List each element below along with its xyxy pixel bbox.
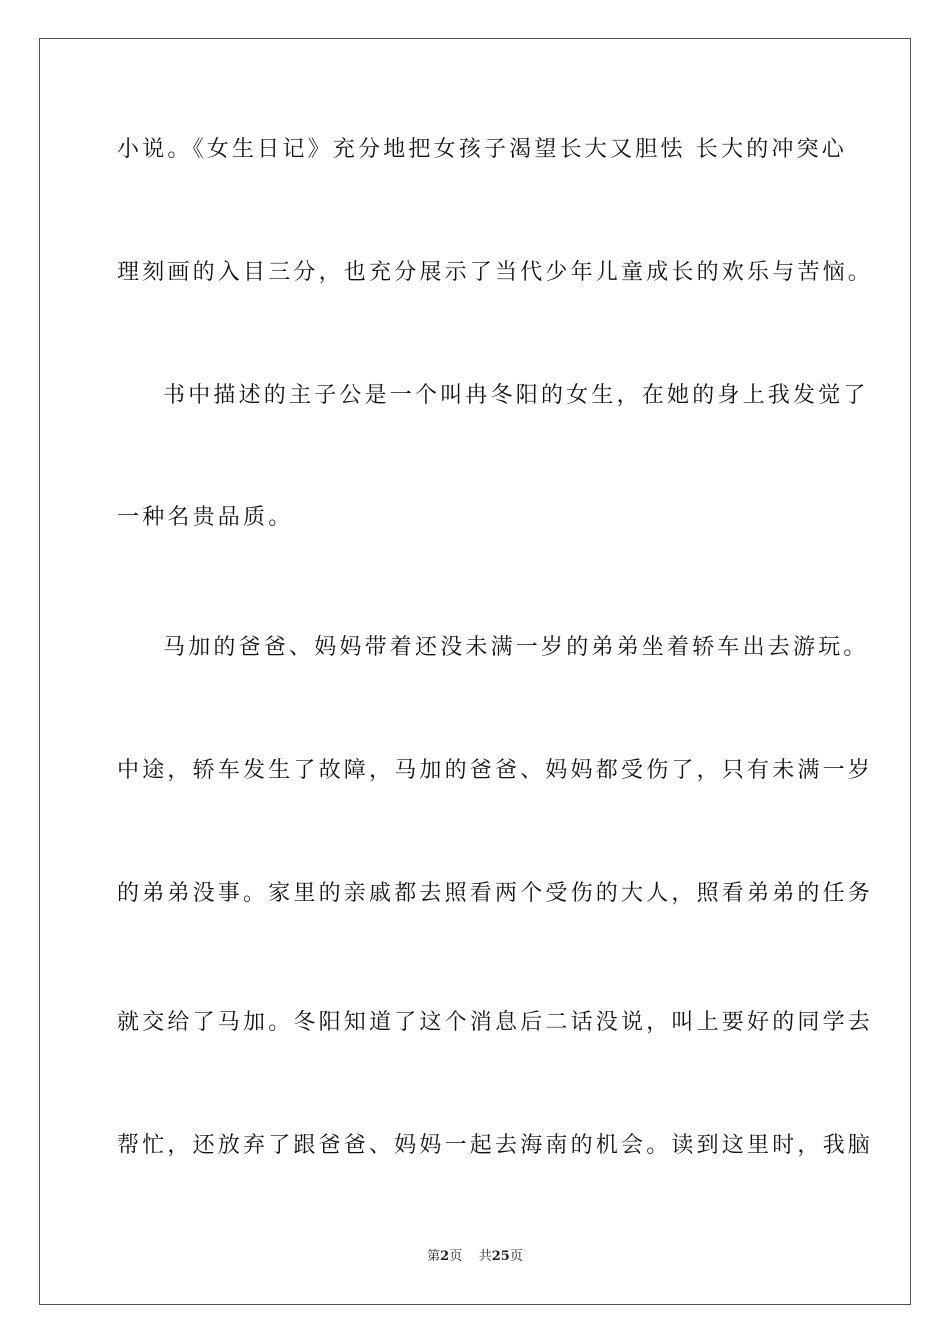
- total-prefix: 共: [478, 1249, 492, 1264]
- total-pages: 25: [491, 1249, 510, 1264]
- paragraph-line: 书中描述的主子公是一个叫冉冬阳的女生，在她的身上我发觉了: [163, 383, 869, 408]
- page-number: 2: [440, 1249, 450, 1264]
- page-suffix: 页: [449, 1249, 463, 1264]
- paragraph-line: 的弟弟没事。家里的亲戚都去照看两个受伤的大人，照看弟弟的任务: [117, 881, 874, 906]
- paragraph-line: 中途，轿车发生了故障，马加的爸爸、妈妈都受伤了，只有未满一岁: [117, 758, 874, 783]
- page-border: [39, 38, 911, 1305]
- total-suffix: 页: [509, 1249, 523, 1264]
- paragraph-line: 理刻画的入目三分，也充分展示了当代少年儿童成长的欢乐与苦恼。: [117, 260, 874, 285]
- paragraph-line: 小说。《女生日记》充分地把女孩子渴望长大又胆怯 长大的冲突心: [117, 137, 847, 162]
- paragraph-line: 马加的爸爸、妈妈带着还没未满一岁的弟弟坐着轿车出去游玩。: [163, 635, 869, 660]
- paragraph-line: 就交给了马加。冬阳知道了这个消息后二话没说，叫上要好的同学去: [117, 1010, 874, 1035]
- paragraph-line: 一种名贵品质。: [117, 505, 294, 530]
- page-prefix: 第: [427, 1249, 441, 1264]
- paragraph-line: 帮忙，还放弃了跟爸爸、妈妈一起去海南的机会。读到这里时，我脑: [117, 1133, 874, 1158]
- page-footer: [0, 1248, 950, 1266]
